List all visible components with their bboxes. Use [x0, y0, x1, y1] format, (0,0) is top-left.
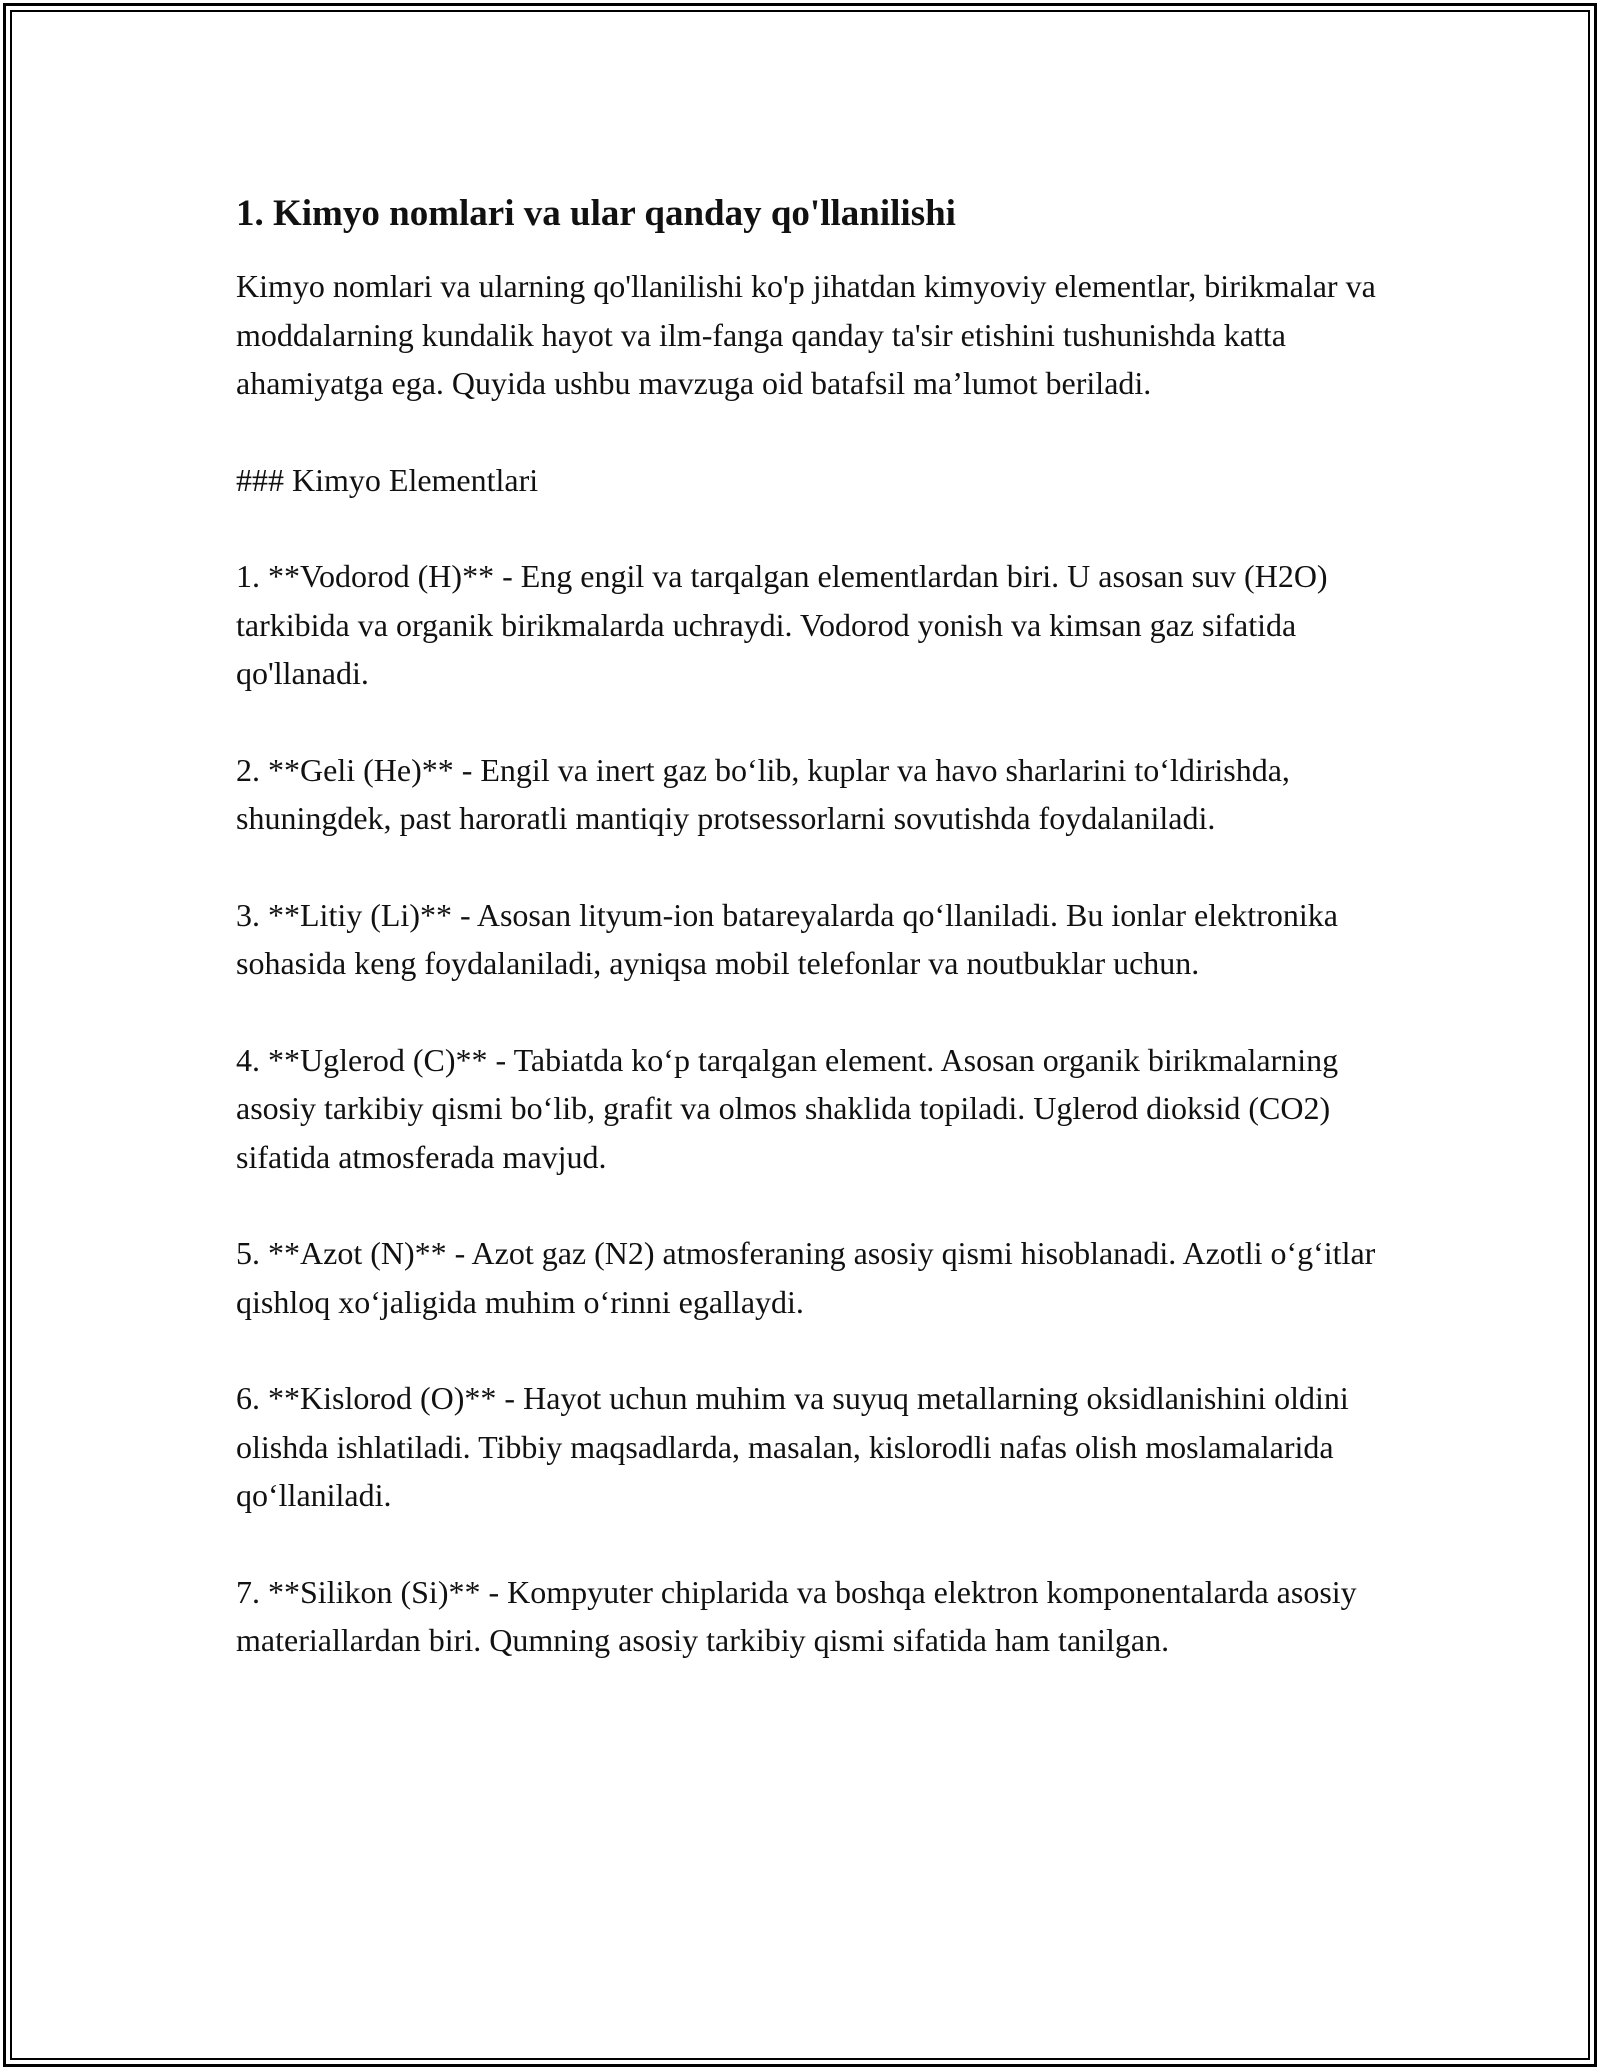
list-item-helium: 2. **Geli (He)** - Engil va inert gaz bo‘lib, kuplar va havo sharlarini to‘ldirishda, shuningdek, past haroratli mantiqiy protsessorlarni sovutishda foydalaniladi.	[236, 751, 1290, 836]
list-item-carbon: 4. **Uglerod (C)** - Tabiatda ko‘p tarqalgan element. Asosan organik birikmalarning asosiy tarkibiy qismi bo‘lib, grafit va olmos shaklida topiladi. Uglerod dioksid (CO2) sifatida atmosferada mavjud.	[236, 1041, 1339, 1175]
list-item-silicon: 7. **Silikon (Si)** - Kompyuter chiplarida va boshqa elektron komponentalarda asosiy materiallardan biri. Qumning asosiy tarkibiy qismi sifatida ham tanilgan.	[236, 1573, 1357, 1658]
intro-paragraph: Kimyo nomlari va ularning qo'llanilishi ko'p jihatdan kimyoviy elementlar, birikmalar va moddalarning kundalik hayot va ilm-fanga qanday ta'sir etishini tushunishda katta ahamiyatga ega. Quyida ushbu mavzuga oid batafsil ma’lumot beriladi.	[236, 268, 1376, 401]
section-subheading: ### Kimyo Elementlari	[236, 461, 539, 498]
document-title: 1. Kimyo nomlari va ular qanday qo'llanilishi	[236, 193, 956, 234]
list-item-nitrogen: 5. **Azot (N)** - Azot gaz (N2) atmosferaning asosiy qismi hisoblanadi. Azotli o‘g‘itlar qishloq xo‘jaligida muhim o‘rinni egallaydi.	[236, 1235, 1376, 1320]
document-body	[236, 190, 1376, 1665]
list-item-lithium: 3. **Litiy (Li)** - Asosan lityum-ion batareyalarda qo‘llaniladi. Bu ionlar elektronika sohasida keng foydalaniladi, ayniqsa mobil telefonlar va noutbuklar uchun.	[236, 896, 1338, 981]
list-item-oxygen: 6. **Kislorod (O)** - Hayot uchun muhim va suyuq metallarning oksidlanishini oldini olishda ishlatiladi. Tibbiy maqsadlarda, masalan, kislorodli nafas olish moslamalarida qo‘llaniladi.	[236, 1380, 1349, 1513]
list-item-hydrogen: 1. **Vodorod (H)** - Eng engil va tarqalgan elementlardan biri. U asosan suv (H2O) tarkibida va organik birikmalarda uchraydi. Vodorod yonish va kimsan gaz sifatida qo'llanadi.	[236, 558, 1328, 691]
